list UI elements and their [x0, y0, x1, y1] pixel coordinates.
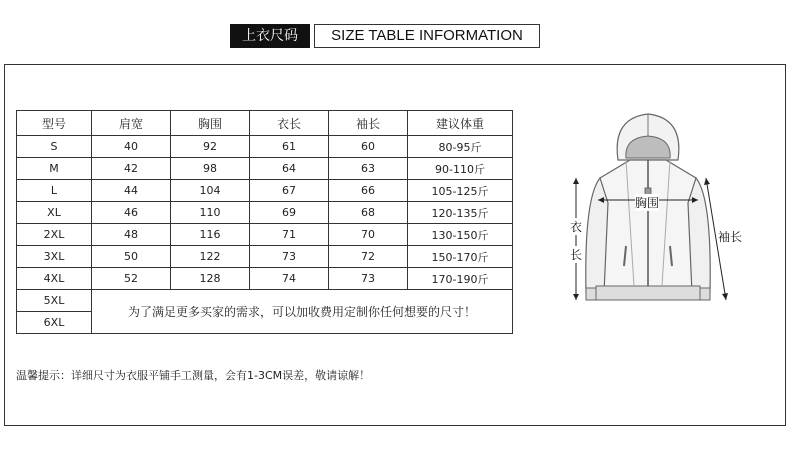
sleeve-label: 袖长 [718, 230, 743, 244]
table-row [17, 290, 513, 312]
table-cell: 120-135斤 [408, 202, 513, 224]
measurement-tip: 温馨提示：详细尺寸为衣服平铺手工测量，会有1-3CM误差，敬请谅解！ [16, 369, 371, 382]
column-header: 肩宽 [92, 111, 171, 136]
table-cell: 90-110斤 [408, 158, 513, 180]
table-row [17, 246, 513, 268]
title-en: SIZE TABLE INFORMATION [314, 24, 540, 48]
jacket-diagram [560, 108, 760, 318]
length-label-1: 衣 [570, 220, 583, 234]
table-cell: 104 [171, 180, 250, 202]
table-cell: 5XL [17, 290, 92, 312]
table-cell: L [17, 180, 92, 202]
column-header: 胸围 [171, 111, 250, 136]
table-cell: 6XL [17, 312, 92, 334]
hoodie-illustration [560, 108, 760, 318]
column-header: 建议体重 [408, 111, 513, 136]
table-row [17, 158, 513, 180]
table-cell: 61 [250, 136, 329, 158]
table-cell: 105-125斤 [408, 180, 513, 202]
table-cell: 130-150斤 [408, 224, 513, 246]
table-cell: 150-170斤 [408, 246, 513, 268]
table-cell: 3XL [17, 246, 92, 268]
table-cell: 73 [250, 246, 329, 268]
table-cell: 46 [92, 202, 171, 224]
table-cell: 71 [250, 224, 329, 246]
column-header: 型号 [17, 111, 92, 136]
table-row [17, 136, 513, 158]
table-row [17, 202, 513, 224]
table-cell: 170-190斤 [408, 268, 513, 290]
table-cell: 116 [171, 224, 250, 246]
table-cell: 60 [329, 136, 408, 158]
table-cell: 69 [250, 202, 329, 224]
table-cell: 110 [171, 202, 250, 224]
table-row [17, 180, 513, 202]
custom-size-note: 为了满足更多买家的需求，可以加收费用定制你任何想要的尺寸！ [92, 290, 513, 334]
table-cell: S [17, 136, 92, 158]
table-cell: 122 [171, 246, 250, 268]
table-cell: M [17, 158, 92, 180]
table-cell: 128 [171, 268, 250, 290]
table-cell: 67 [250, 180, 329, 202]
column-header: 袖长 [329, 111, 408, 136]
table-cell: 73 [329, 268, 408, 290]
table-cell: 98 [171, 158, 250, 180]
table-cell: 64 [250, 158, 329, 180]
table-cell: 44 [92, 180, 171, 202]
table-cell: 70 [329, 224, 408, 246]
length-label-2: 长 [570, 248, 583, 262]
table-cell: XL [17, 202, 92, 224]
table-cell: 68 [329, 202, 408, 224]
table-cell: 48 [92, 224, 171, 246]
table-header-row [17, 111, 513, 136]
title-cn: 上衣尺码表 [230, 24, 310, 48]
table-cell: 63 [329, 158, 408, 180]
table-row [17, 268, 513, 290]
section-header [230, 24, 540, 68]
table-row [17, 224, 513, 246]
column-header: 衣长 [250, 111, 329, 136]
size-table [16, 110, 513, 334]
table-cell: 40 [92, 136, 171, 158]
table-cell: 52 [92, 268, 171, 290]
chest-label: 胸围 [635, 196, 660, 210]
table-cell: 2XL [17, 224, 92, 246]
table-cell: 42 [92, 158, 171, 180]
table-cell: 4XL [17, 268, 92, 290]
table-cell: 80-95斤 [408, 136, 513, 158]
table-cell: 66 [329, 180, 408, 202]
table-cell: 74 [250, 268, 329, 290]
table-cell: 50 [92, 246, 171, 268]
table-cell: 92 [171, 136, 250, 158]
table-cell: 72 [329, 246, 408, 268]
